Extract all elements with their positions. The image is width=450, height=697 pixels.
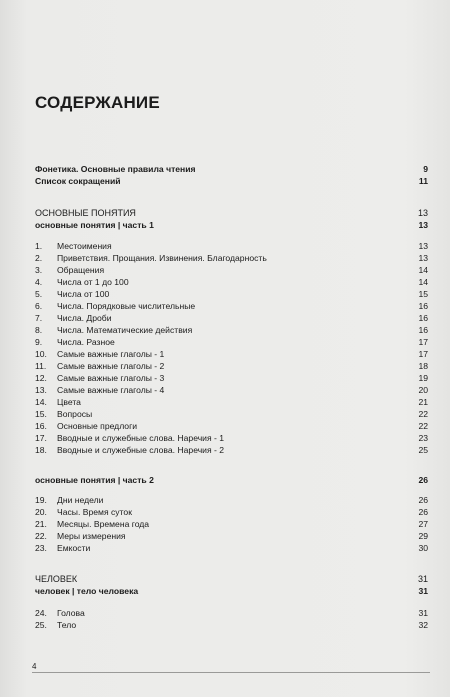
toc-entry-number: 12. bbox=[35, 373, 47, 383]
toc-entry-number: 17. bbox=[35, 433, 47, 443]
toc-entry-number: 10. bbox=[35, 349, 47, 359]
toc-entry bbox=[35, 348, 428, 360]
toc-entry-number: 21. bbox=[35, 519, 47, 529]
toc-entry-number: 8. bbox=[35, 325, 43, 335]
toc-entry-number: 23. bbox=[35, 543, 47, 553]
toc-entry bbox=[35, 312, 428, 324]
toc-entry-page: 14 bbox=[418, 277, 428, 287]
toc-entry-title: ЧЕЛОВЕК bbox=[35, 574, 78, 584]
toc-entry-title: Обращения bbox=[57, 265, 105, 275]
toc-entry-title: Самые важные глаголы - 1 bbox=[57, 349, 165, 359]
toc-entry-number: 4. bbox=[35, 277, 43, 287]
toc-entry bbox=[35, 324, 428, 336]
toc-entry-number: 5. bbox=[35, 289, 43, 299]
toc-entry-title: Месяцы. Времена года bbox=[57, 519, 150, 529]
toc-entry-number: 18. bbox=[35, 445, 47, 455]
toc-entry bbox=[35, 372, 428, 384]
toc-entry-title: Вводные и служебные слова. Наречия - 2 bbox=[57, 445, 225, 455]
toc-entry-title: ОСНОВНЫЕ ПОНЯТИЯ bbox=[35, 208, 136, 218]
toc-entry bbox=[35, 360, 428, 372]
toc-entry-page: 13 bbox=[418, 253, 428, 263]
toc-entry bbox=[35, 396, 428, 408]
toc-entry-number: 25. bbox=[35, 620, 47, 630]
toc-entry-page: 16 bbox=[418, 301, 428, 311]
toc-entry-number: 2. bbox=[35, 253, 43, 263]
toc-entry-title: Цвета bbox=[57, 397, 81, 407]
toc-entry-title: Числа от 100 bbox=[57, 289, 110, 299]
toc-entry-number: 7. bbox=[35, 313, 43, 323]
toc-entry bbox=[35, 384, 428, 396]
toc-entry bbox=[35, 542, 428, 554]
toc-section-heading bbox=[35, 474, 428, 486]
toc-entry bbox=[35, 518, 428, 530]
toc-entry-page: 17 bbox=[418, 337, 428, 347]
toc-entry-number: 1. bbox=[35, 241, 43, 251]
toc-entry bbox=[35, 432, 428, 444]
toc-section-heading bbox=[35, 207, 428, 219]
toc-entry-page: 13 bbox=[417, 208, 428, 218]
toc-entry bbox=[35, 408, 428, 420]
toc-entry-title: Дни недели bbox=[57, 495, 104, 505]
toc-entry-page: 32 bbox=[418, 620, 428, 630]
toc-entry-number: 9. bbox=[35, 337, 43, 347]
toc-entry-page: 30 bbox=[418, 543, 428, 553]
toc-entry bbox=[35, 252, 428, 264]
toc-entry bbox=[35, 264, 428, 276]
toc-entry-title: Числа. Математические действия bbox=[57, 325, 193, 335]
toc-section-heading bbox=[35, 163, 428, 175]
toc-entry-page: 21 bbox=[418, 397, 428, 407]
toc-entry-page: 23 bbox=[418, 433, 428, 443]
toc-entry-number: 19. bbox=[35, 495, 47, 505]
toc-entry-title: Основные предлоги bbox=[57, 421, 138, 431]
toc-entry-page: 19 bbox=[418, 373, 428, 383]
toc-entry bbox=[35, 506, 428, 518]
page-number: 4 bbox=[32, 662, 37, 671]
toc-entry bbox=[35, 530, 428, 542]
toc-entry-page: 13 bbox=[418, 220, 428, 230]
toc-entry-page: 11 bbox=[418, 176, 428, 186]
toc-entry-title: Местоимения bbox=[57, 241, 112, 251]
toc-entry-page: 26 bbox=[418, 507, 428, 517]
toc-entry bbox=[35, 444, 428, 456]
toc-entry-title: Тело bbox=[57, 620, 77, 630]
toc-entry-page: 13 bbox=[418, 241, 428, 251]
toc-section-heading bbox=[35, 175, 428, 187]
toc-entry-page: 16 bbox=[418, 313, 428, 323]
toc-entry-page: 26 bbox=[418, 495, 428, 505]
toc-entry bbox=[35, 300, 428, 312]
toc-section-heading bbox=[35, 219, 428, 231]
toc-entry-page: 31 bbox=[417, 574, 428, 584]
toc-entry-title: Самые важные глаголы - 3 bbox=[57, 373, 165, 383]
toc-entry-page: 15 bbox=[418, 289, 428, 299]
toc-section-heading bbox=[35, 573, 428, 585]
toc-entry-title: Фонетика. Основные правила чтения bbox=[35, 164, 196, 174]
toc-entry-number: 13. bbox=[35, 385, 47, 395]
toc-entry-page: 22 bbox=[418, 421, 428, 431]
toc-entry-title: Вопросы bbox=[57, 409, 93, 419]
toc-entry-title: Часы. Время суток bbox=[57, 507, 132, 517]
toc-entry-title: Самые важные глаголы - 2 bbox=[57, 361, 165, 371]
toc-entry bbox=[35, 336, 428, 348]
toc-entry-title: Голова bbox=[57, 608, 85, 618]
toc-entry-title: человек | тело человека bbox=[35, 586, 139, 596]
toc-entry-title: Числа от 1 до 100 bbox=[57, 277, 129, 287]
toc-entry bbox=[35, 494, 428, 506]
toc-entry-page: 31 bbox=[418, 608, 428, 618]
toc-entry-page: 17 bbox=[418, 349, 428, 359]
toc-entry-title: Меры измерения bbox=[57, 531, 126, 541]
toc-entry-title: Самые важные глаголы - 4 bbox=[57, 385, 165, 395]
toc-entry bbox=[35, 288, 428, 300]
toc-entry-page: 26 bbox=[418, 475, 428, 485]
toc-entry-title: Вводные и служебные слова. Наречия - 1 bbox=[57, 433, 225, 443]
toc-entry-page: 20 bbox=[418, 385, 428, 395]
toc-entry bbox=[35, 276, 428, 288]
toc-entry-number: 22. bbox=[35, 531, 47, 541]
footer-rule bbox=[32, 672, 430, 673]
toc-entry-number: 15. bbox=[35, 409, 47, 419]
toc-entry-title: Приветствия. Прощания. Извинения. Благодарность bbox=[57, 253, 267, 263]
toc-entry-number: 16. bbox=[35, 421, 47, 431]
toc-entry-page: 9 bbox=[423, 164, 428, 174]
page-title: СОДЕРЖАНИЕ bbox=[35, 93, 160, 112]
toc-entry bbox=[35, 420, 428, 432]
toc-entry-number: 24. bbox=[35, 608, 47, 618]
toc-entry-title: Числа. Порядковые числительные bbox=[57, 301, 196, 311]
toc-entry-page: 27 bbox=[418, 519, 428, 529]
toc-entry bbox=[35, 607, 428, 619]
toc-entry-page: 18 bbox=[418, 361, 428, 371]
toc-entry-number: 3. bbox=[35, 265, 43, 275]
toc-entry-page: 22 bbox=[418, 409, 428, 419]
toc-entry-page: 29 bbox=[418, 531, 428, 541]
toc-entry-number: 6. bbox=[35, 301, 43, 311]
toc-entry-title: основные понятия | часть 1 bbox=[35, 220, 154, 230]
toc-entry-page: 31 bbox=[418, 586, 428, 596]
toc-entry-page: 14 bbox=[418, 265, 428, 275]
toc-entry bbox=[35, 240, 428, 252]
toc-entry-title: Емкости bbox=[57, 543, 91, 553]
toc-entry-title: Числа. Дроби bbox=[57, 313, 112, 323]
toc-section-heading bbox=[35, 585, 428, 597]
toc-entry-title: Числа. Разное bbox=[57, 337, 115, 347]
toc-entry-page: 16 bbox=[418, 325, 428, 335]
toc-entry-number: 11. bbox=[35, 361, 47, 371]
toc-entry-number: 20. bbox=[35, 507, 47, 517]
toc-entry-title: Список сокращений bbox=[35, 176, 121, 186]
toc-entry-title: основные понятия | часть 2 bbox=[35, 475, 154, 485]
toc-entry-number: 14. bbox=[35, 397, 47, 407]
toc-entry-page: 25 bbox=[418, 445, 428, 455]
toc-entry bbox=[35, 619, 428, 631]
